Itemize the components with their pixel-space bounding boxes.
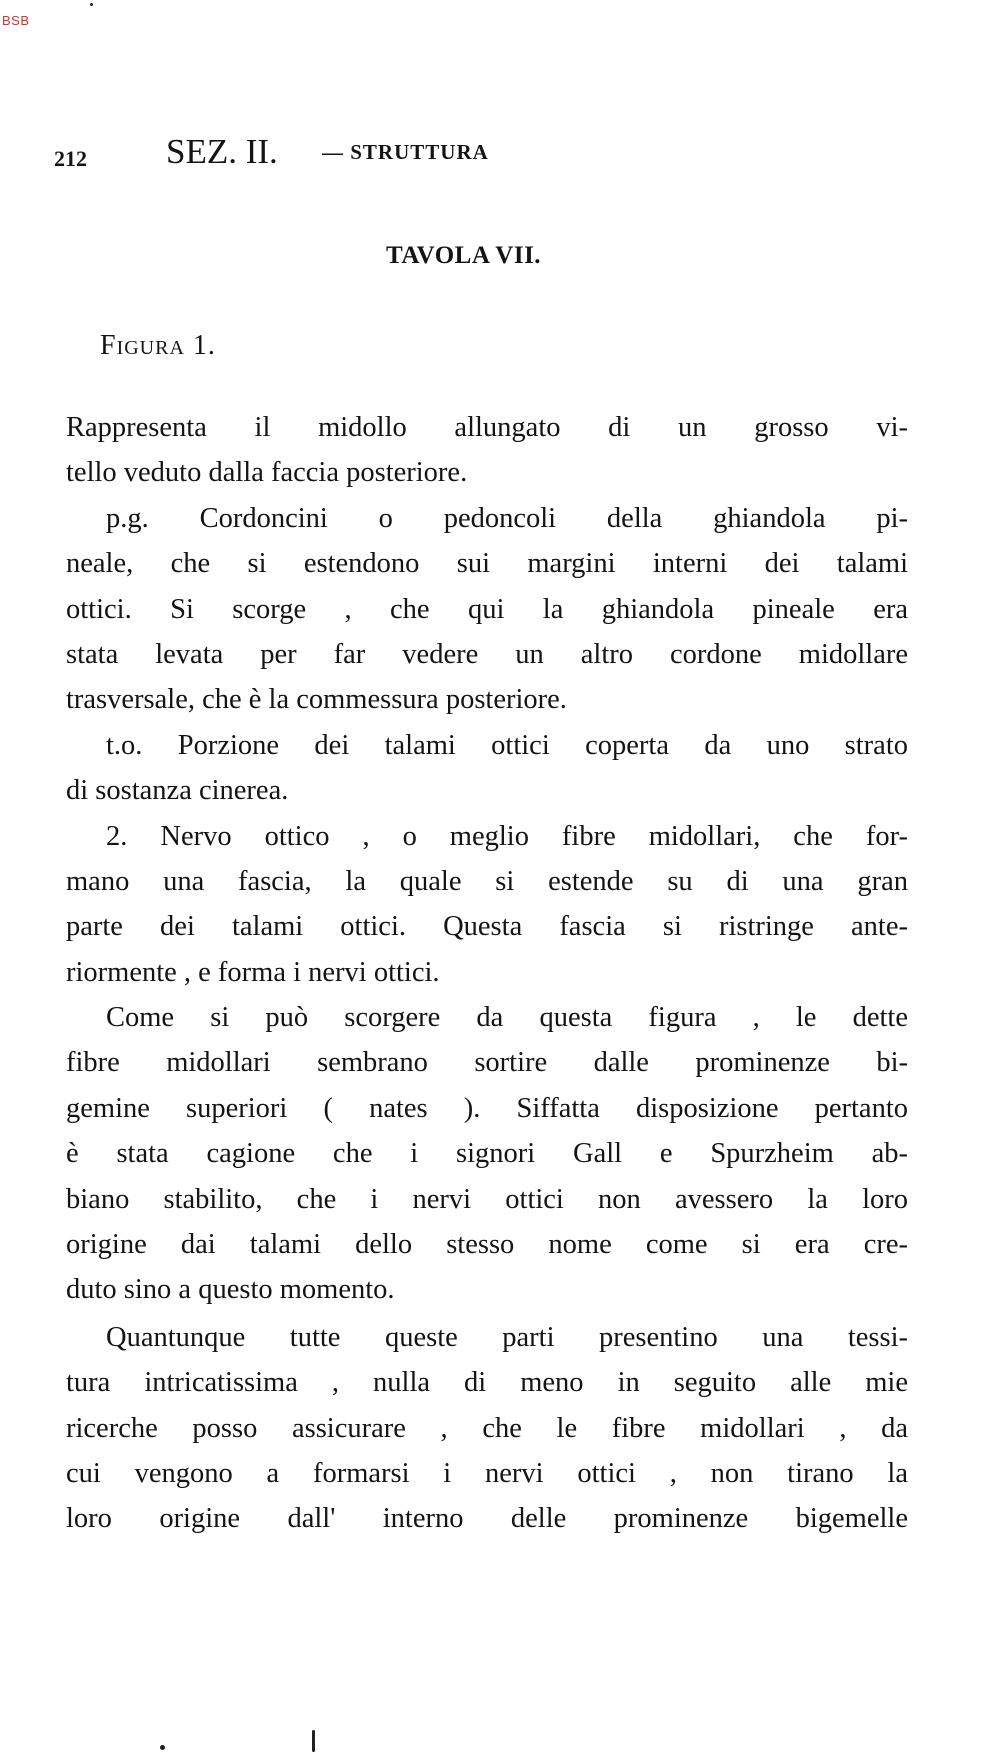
text-line: tura intricatissima , nulla di meno in seguito alle mie (66, 1367, 908, 1399)
text-line: riormente , e forma i nervi ottici. (66, 956, 440, 988)
text-line: duto sino a questo momento. (66, 1274, 395, 1306)
text-line: tello veduto dalla faccia posteriore. (66, 457, 468, 489)
print-speck (312, 1730, 315, 1752)
figure-title: Figura 1. (100, 330, 216, 361)
text-line: è stata cagione che i signori Gall e Spurzheim ab- (66, 1138, 908, 1170)
text-line: loro origine dall' interno delle prominenze bigemelle (66, 1503, 908, 1535)
text-line: p.g. Cordoncini o pedoncoli della ghiandola pi- (106, 502, 908, 534)
text-line: origine dai talami dello stesso nome come si era cre- (66, 1229, 908, 1261)
text-line: ottici. Si scorge , che qui la ghiandola pineale era (66, 593, 908, 625)
text-line: 2. Nervo ottico , o meglio fibre midollari, che for- (106, 820, 908, 852)
running-title: — STRUTTURA (322, 140, 489, 164)
text-line: cui vengono a formarsi i nervi ottici , non tirano la (66, 1457, 908, 1489)
text-line: gemine superiori ( nates ). Siffatta disposizione pertanto (66, 1092, 908, 1124)
plate-title: TAVOLA VII. (386, 242, 542, 269)
text-line: neale, che si estendono sui margini interni dei talami (66, 548, 908, 580)
text-line: stata levata per far vedere un altro cordone midollare (66, 638, 908, 670)
print-speck (160, 1745, 165, 1750)
text-line: Rappresenta il midollo allungato di un grosso vi- (66, 412, 908, 443)
text-line: Quantunque tutte queste parti presentino una tessi- (106, 1321, 908, 1353)
text-line: mano una fascia, la quale si estende su di una gran (66, 865, 908, 897)
text-line: di sostanza cinerea. (66, 775, 289, 807)
body-text (66, 405, 908, 1542)
text-line: Come si può scorgere da questa figura , le dette (106, 1002, 908, 1034)
text-line: ricerche posso assicurare , che le fibre midollari , da (66, 1412, 908, 1444)
text-line: fibre midollari sembrano sortire dalle prominenze bi- (66, 1047, 908, 1079)
text-line: parte dei talami ottici. Questa fascia si ristringe ante- (66, 911, 908, 943)
section-title: SEZ. II. (166, 132, 278, 171)
text-line: trasversale, che è la commessura posteriore. (66, 684, 567, 716)
page-number: 212 (54, 146, 87, 171)
text-line: biano stabilito, che i nervi ottici non avessero la loro (66, 1183, 908, 1215)
text-line: t.o. Porzione dei talami ottici coperta da uno strato (106, 729, 908, 761)
print-speck (90, 3, 93, 6)
library-watermark: BSB (2, 13, 30, 28)
